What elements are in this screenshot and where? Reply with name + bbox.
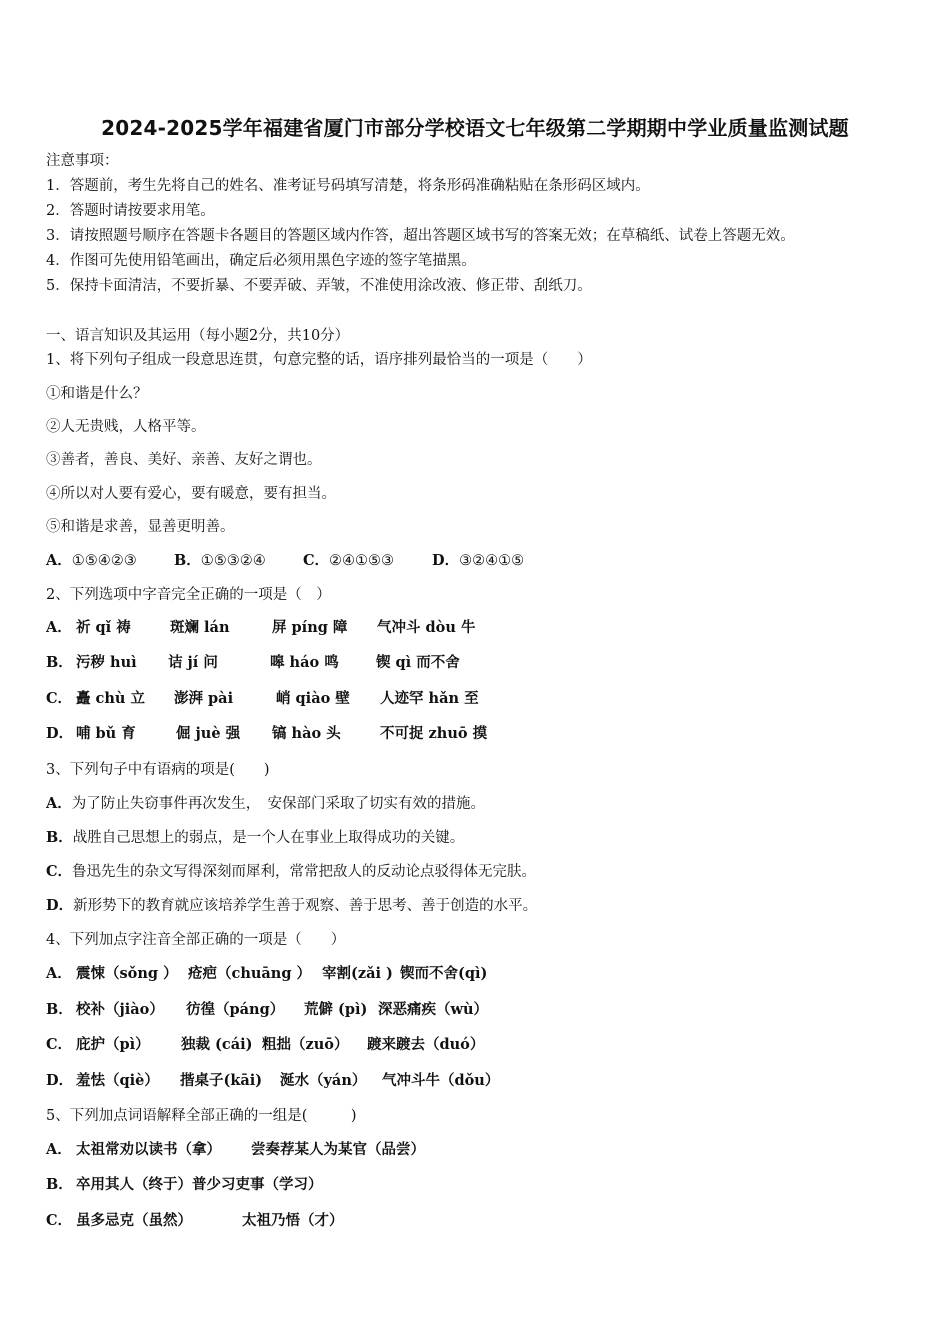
question-3-stem: 3、下列句子中有语病的项是( ): [46, 762, 270, 778]
q4-option-a[interactable]: A．: [46, 965, 72, 982]
q2-option-b[interactable]: B．: [46, 654, 73, 671]
q4-a-item: 宰割(zǎi ): [322, 965, 393, 982]
q4-b-item: 彷徨（páng）: [186, 1001, 285, 1018]
q4-c-item: 庇护（pì）: [76, 1036, 150, 1053]
question-4-stem: 4、下列加点字注音全部正确的一项是（ ）: [46, 932, 346, 948]
q3-option-c[interactable]: [46, 862, 536, 882]
q2-option-d[interactable]: D．: [46, 725, 74, 742]
option-letter: A．: [46, 795, 72, 812]
question-2-stem: 2、下列选项中字音完全正确的一项是（ ）: [46, 587, 331, 603]
q1-option-c[interactable]: [303, 551, 394, 571]
q5-b-item: 卒用其人（终于）普少习吏事（学习）: [76, 1176, 323, 1193]
q4-c-item: 踱来踱去（duó）: [367, 1036, 485, 1053]
q2-b-item: 污秽 huì: [76, 654, 137, 671]
q4-a-item: 疮疤（chuāng ）: [188, 965, 312, 982]
notice-heading: 注意事项：: [46, 153, 119, 169]
option-letter: D．: [432, 552, 460, 569]
notice-item: 2．答题时请按要求用笔。: [46, 203, 215, 219]
q5-c-item: 虽多忌克（虽然）: [76, 1212, 192, 1229]
q1-sentence: ①和谐是什么？: [46, 386, 148, 402]
q3-option-a[interactable]: [46, 794, 485, 814]
question-5-stem: 5、下列加点词语解释全部正确的一组是( ): [46, 1108, 357, 1124]
option-letter: D．: [46, 897, 74, 914]
q2-a-item: 屏 píng 障: [272, 619, 348, 636]
q2-c-item: 人迹罕 hǎn 至: [380, 690, 479, 707]
q5-a-item: 尝奏荐某人为某官（品尝）: [251, 1141, 425, 1158]
q4-b-item: 校补（jiào）: [76, 1001, 164, 1018]
option-letter: A．: [46, 552, 72, 569]
option-text: ①⑤③②④: [200, 553, 266, 569]
q1-option-b[interactable]: [174, 551, 266, 571]
q4-c-item: 独裁 (cái): [181, 1036, 253, 1053]
q4-d-item: 气冲斗牛（dǒu）: [382, 1072, 500, 1089]
q2-d-item: 哺 bǔ 育: [76, 725, 136, 742]
q4-b-item: 深恶痛疾（wù）: [378, 1001, 489, 1018]
q4-b-item: 荒僻 (pì): [304, 1001, 368, 1018]
q2-b-item: 嗥 háo 鸣: [270, 654, 339, 671]
q4-option-b[interactable]: B．: [46, 1001, 73, 1018]
option-text: ①⑤④②③: [71, 553, 137, 569]
option-text: ②④①⑤③: [329, 553, 395, 569]
notice-item: 5．保持卡面清洁，不要折暴、不要弄破、弄皱，不准使用涂改液、修正带、刮纸刀。: [46, 278, 592, 294]
section-heading: 一、语言知识及其运用（每小题2分，共10分）: [46, 328, 350, 344]
q3-option-b[interactable]: [46, 828, 464, 848]
q1-option-a[interactable]: [46, 551, 137, 571]
option-letter: B．: [46, 829, 73, 846]
q1-sentence: ②人无贵贱，人格平等。: [46, 419, 206, 435]
q2-c-item: 澎湃 pài: [174, 690, 234, 707]
q1-sentence: ③善者，善良、美好、亲善、友好之谓也。: [46, 452, 322, 468]
question-1-stem: 1、将下列句子组成一段意思连贯，句意完整的话，语序排列最恰当的一项是（ ）: [46, 352, 592, 368]
q2-option-a[interactable]: A．: [46, 619, 72, 636]
q5-option-b[interactable]: B．: [46, 1176, 73, 1193]
q5-option-a[interactable]: A．: [46, 1141, 72, 1158]
q5-a-item: 太祖常劝以读书（拿）: [76, 1141, 221, 1158]
q4-a-item: 锲而不舍(qì): [400, 965, 488, 982]
q1-sentence: ⑤和谐是求善，显善更明善。: [46, 519, 235, 535]
q2-d-item: 倔 juè 强: [176, 725, 241, 742]
q4-option-d[interactable]: D．: [46, 1072, 74, 1089]
q4-d-item: 揩桌子(kāi): [180, 1072, 263, 1089]
q2-b-item: 诘 jí 问: [168, 654, 218, 671]
q1-option-d[interactable]: [432, 551, 524, 571]
q2-a-item: 祈 qǐ 祷: [76, 619, 131, 636]
q1-sentence: ④所以对人要有爱心，要有暖意，要有担当。: [46, 486, 336, 502]
q2-b-item: 锲 qì 而不舍: [376, 654, 460, 671]
q4-a-item: 震悚（sǒng ）: [76, 965, 178, 982]
notice-item: 4．作图可先使用铅笔画出，确定后必须用黑色字迹的签字笔描黑。: [46, 253, 476, 269]
option-text: ③②④①⑤: [459, 553, 525, 569]
q2-d-item: 不可捉 zhuō 摸: [380, 725, 488, 742]
q4-c-item: 粗拙（zuō）: [262, 1036, 349, 1053]
page-title: 2024-2025学年福建省厦门市部分学校语文七年级第二学期期中学业质量监测试题: [101, 116, 849, 140]
q2-a-item: 气冲斗 dòu 牛: [377, 619, 476, 636]
notice-item: 1．答题前，考生先将自己的姓名、准考证号码填写清楚，将条形码准确粘贴在条形码区域内。: [46, 178, 650, 194]
q2-option-c[interactable]: C．: [46, 690, 73, 707]
option-letter: B．: [174, 552, 201, 569]
q4-d-item: 涎水（yán）: [280, 1072, 367, 1089]
q2-c-item: 峭 qiào 壁: [276, 690, 350, 707]
q2-d-item: 镐 hào 头: [272, 725, 341, 742]
notice-item: 3．请按照题号顺序在答题卡各题目的答题区域内作答，超出答题区域书写的答案无效；在草稿纸、试卷上答题无效。: [46, 228, 795, 244]
option-text: 鲁迅先生的杂文写得深刻而犀利，常常把敌人的反动论点驳得体无完肤。: [72, 864, 537, 880]
q4-option-c[interactable]: C．: [46, 1036, 73, 1053]
option-text: 新形势下的教育就应该培养学生善于观察、善于思考、善于创造的水平。: [73, 898, 538, 914]
q2-a-item: 斑斓 lán: [170, 619, 230, 636]
option-letter: C．: [46, 863, 73, 880]
q4-d-item: 羞怯（qiè）: [76, 1072, 159, 1089]
option-text: 战胜自己思想上的弱点，是一个人在事业上取得成功的关键。: [72, 830, 465, 846]
q2-c-item: 矗 chù 立: [76, 690, 146, 707]
q3-option-d[interactable]: [46, 896, 537, 916]
option-letter: C．: [303, 552, 330, 569]
q5-c-item: 太祖乃悟（才）: [242, 1212, 344, 1229]
option-text: 为了防止失窃事件再次发生， 安保部门采取了切实有效的措施。: [71, 796, 486, 812]
q5-option-c[interactable]: C．: [46, 1212, 73, 1229]
